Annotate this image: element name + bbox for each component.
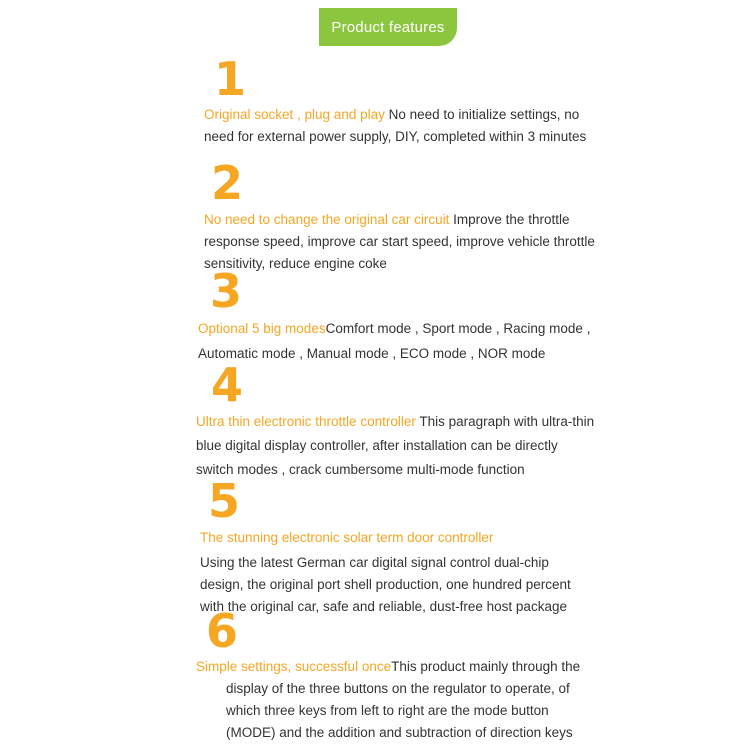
feature-block-6	[196, 604, 750, 744]
feature-body-2: Improve the throttle response speed, improve car start speed, improve vehicle throttle sensitivity, reduce engine coke	[204, 212, 595, 271]
page-title: Product features	[331, 18, 445, 36]
feature-block-5	[200, 474, 750, 618]
feature-body-3: Comfort mode , Sport mode , Racing mode , Automatic mode , Manual mode , ECO mode , NOR mode	[198, 321, 591, 361]
feature-highlight-3: Optional 5 big modes	[198, 321, 326, 336]
feature-number-6: 6	[206, 604, 238, 658]
feature-highlight-6: Simple settings, successful once	[196, 659, 392, 674]
feature-highlight-5: The stunning electronic solar term door controller	[200, 530, 494, 545]
feature-number-2: 2	[211, 156, 243, 210]
feature-text-5	[200, 527, 580, 618]
feature-text-6	[196, 656, 586, 744]
feature-block-4	[196, 358, 750, 482]
feature-highlight-1: Original socket , plug and play	[204, 107, 389, 122]
feature-text-2	[204, 209, 596, 275]
feature-body-5: Using the latest German car digital signal control dual-chip design, the original port shell production, one hundred percent with the original car, safe and reliable, dust-free host package	[200, 555, 571, 614]
feature-highlight-2: No need to change the original car circuit	[204, 212, 454, 227]
feature-text-3	[198, 316, 598, 366]
feature-block-1	[204, 52, 750, 148]
feature-block-2	[204, 156, 750, 275]
feature-body-6: This product mainly through the	[391, 659, 581, 674]
feature-body-4: This paragraph with ultra-thin blue digital display controller, after installation can be directly switch modes , crack cumbersome multi-mode function	[196, 414, 595, 477]
feature-number-5: 5	[208, 474, 240, 528]
feature-number-1: 1	[214, 52, 246, 106]
feature-number-3: 3	[210, 264, 242, 318]
header-banner	[319, 8, 457, 46]
feature-text-4	[196, 410, 596, 482]
feature-body-1: No need to initialize settings, no need for external power supply, DIY, completed within 3 minutes	[204, 107, 587, 144]
feature-highlight-4: Ultra thin electronic throttle controller	[196, 414, 420, 429]
feature-text-1	[204, 104, 604, 148]
feature-number-4: 4	[211, 358, 243, 412]
feature-body-6-indented: display of the three buttons on the regulator to operate, of which three keys from left to right are the mode button (MODE) and the addition and subtraction of direction keys	[226, 681, 573, 740]
feature-block-3	[198, 264, 750, 366]
